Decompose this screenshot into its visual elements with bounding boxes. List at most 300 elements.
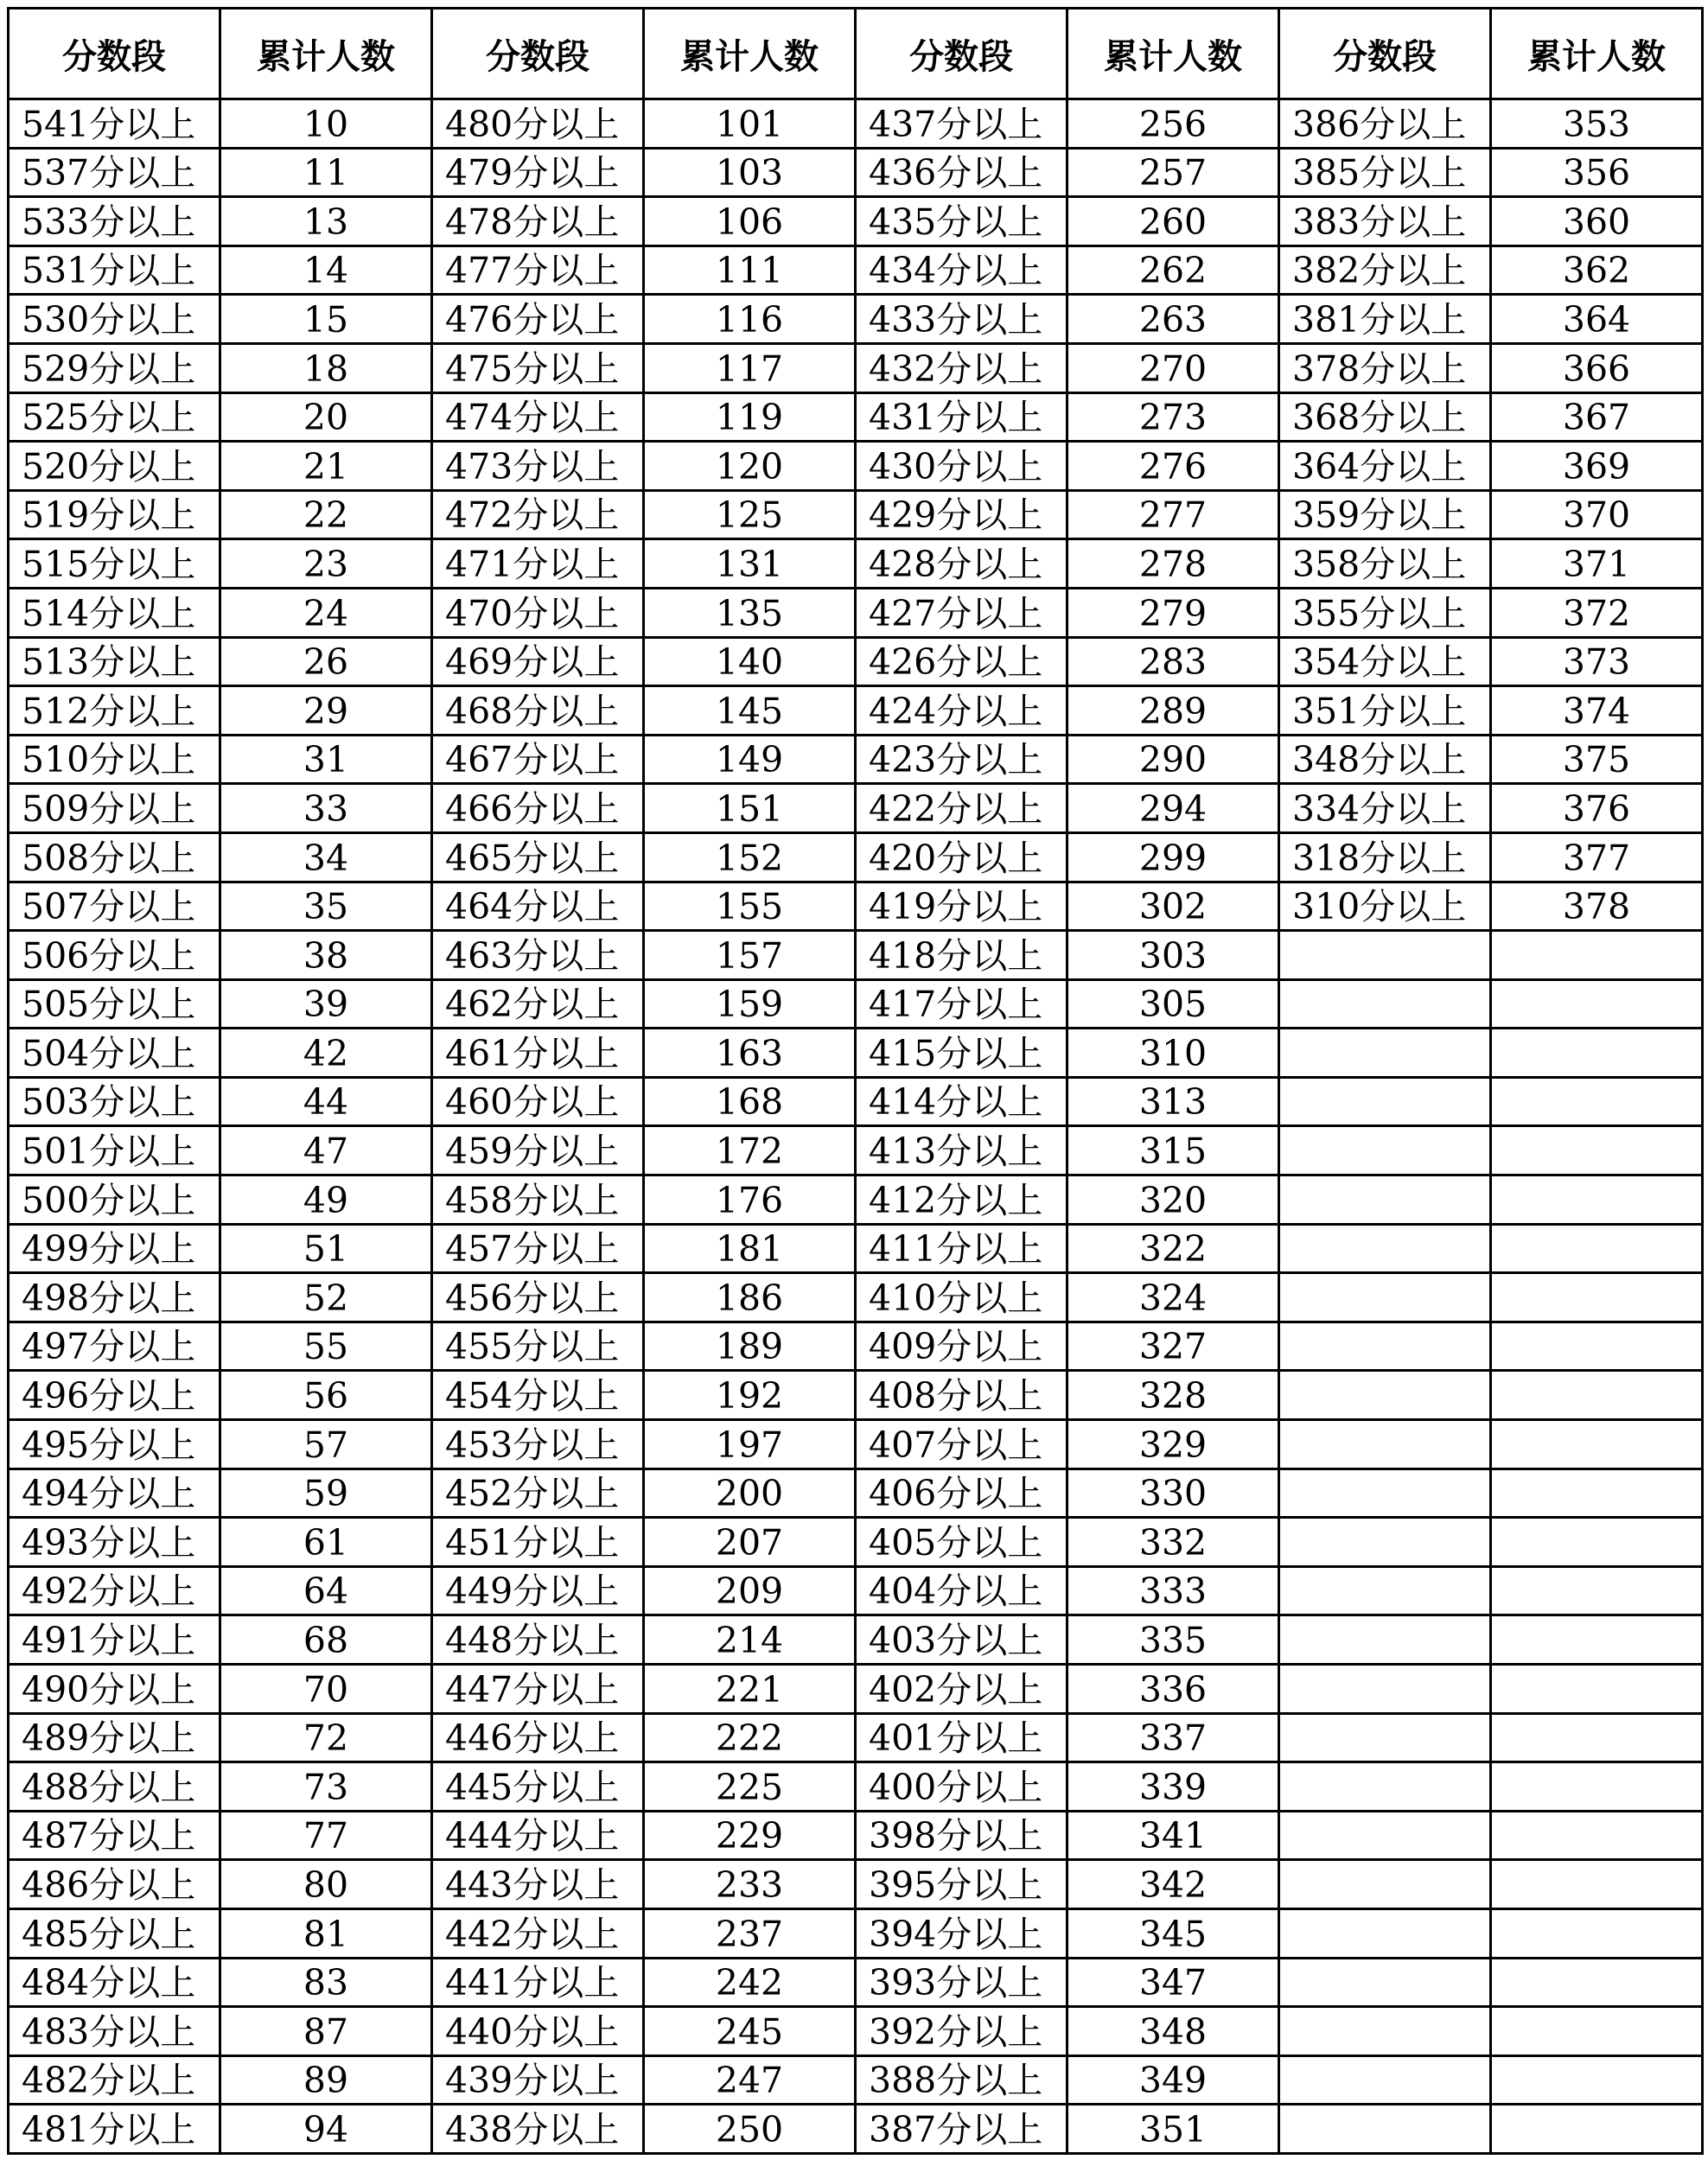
cumulative-count-cell: 322 (1068, 1224, 1279, 1273)
cumulative-count-cell (1491, 1029, 1703, 1078)
score-band-cell: 429分以上 (856, 490, 1068, 539)
score-band-cell: 520分以上 (9, 442, 220, 491)
score-band-cell: 382分以上 (1279, 245, 1491, 295)
cumulative-count-cell: 61 (220, 1518, 432, 1567)
score-band-cell: 394分以上 (856, 1908, 1068, 1958)
cumulative-count-cell (1491, 1762, 1703, 1812)
table-row (9, 882, 1703, 931)
table-row (9, 1665, 1703, 1714)
cumulative-count-cell (1491, 931, 1703, 980)
table-row (9, 1908, 1703, 1958)
cumulative-count-cell: 256 (1068, 99, 1279, 149)
score-band-cell: 443分以上 (432, 1860, 644, 1909)
header-score-band: 分数段 (856, 9, 1068, 99)
cumulative-count-cell: 364 (1491, 295, 1703, 344)
score-band-cell: 467分以上 (432, 735, 644, 784)
table-row (9, 588, 1703, 637)
score-band-cell: 445分以上 (432, 1762, 644, 1812)
score-band-cell: 485分以上 (9, 1908, 220, 1958)
cumulative-count-cell: 247 (644, 2055, 856, 2105)
cumulative-count-cell: 10 (220, 99, 432, 149)
score-band-cell: 413分以上 (856, 1126, 1068, 1175)
cumulative-count-cell: 56 (220, 1371, 432, 1420)
header-score-band: 分数段 (9, 9, 220, 99)
score-band-cell (1279, 1029, 1491, 1078)
score-band-cell: 506分以上 (9, 931, 220, 980)
cumulative-count-cell: 111 (644, 245, 856, 295)
score-band-cell: 437分以上 (856, 99, 1068, 149)
score-band-cell: 447分以上 (432, 1665, 644, 1714)
cumulative-count-cell: 207 (644, 1518, 856, 1567)
score-band-cell: 404分以上 (856, 1566, 1068, 1615)
score-band-cell: 439分以上 (432, 2055, 644, 2105)
score-band-cell: 364分以上 (1279, 442, 1491, 491)
table-row (9, 979, 1703, 1029)
score-band-cell: 501分以上 (9, 1126, 220, 1175)
table-row (9, 1713, 1703, 1762)
cumulative-count-cell: 21 (220, 442, 432, 491)
cumulative-count-cell: 172 (644, 1126, 856, 1175)
cumulative-count-cell (1491, 1615, 1703, 1665)
cumulative-count-cell: 26 (220, 637, 432, 686)
table-row (9, 2007, 1703, 2056)
table-row (9, 931, 1703, 980)
score-band-cell: 457分以上 (432, 1224, 644, 1273)
score-band-cell: 440分以上 (432, 2007, 644, 2056)
score-band-cell: 530分以上 (9, 295, 220, 344)
score-band-cell: 398分以上 (856, 1811, 1068, 1860)
table-row (9, 1468, 1703, 1518)
table-row (9, 784, 1703, 833)
cumulative-count-cell (1491, 1468, 1703, 1518)
cumulative-count-cell: 270 (1068, 343, 1279, 392)
score-band-cell: 525分以上 (9, 392, 220, 442)
score-band-cell: 461分以上 (432, 1029, 644, 1078)
cumulative-count-cell: 13 (220, 197, 432, 246)
cumulative-count-cell: 149 (644, 735, 856, 784)
cumulative-count-cell: 11 (220, 148, 432, 197)
cumulative-count-cell: 135 (644, 588, 856, 637)
score-band-cell: 451分以上 (432, 1518, 644, 1567)
score-band-cell: 453分以上 (432, 1420, 644, 1469)
score-band-cell: 498分以上 (9, 1273, 220, 1322)
cumulative-count-cell: 197 (644, 1420, 856, 1469)
table-row (9, 1762, 1703, 1812)
score-band-cell: 419分以上 (856, 882, 1068, 931)
score-band-cell: 512分以上 (9, 686, 220, 736)
score-band-cell: 434分以上 (856, 245, 1068, 295)
score-band-cell: 403分以上 (856, 1615, 1068, 1665)
score-band-cell: 446分以上 (432, 1713, 644, 1762)
score-band-cell: 491分以上 (9, 1615, 220, 1665)
score-band-cell: 355分以上 (1279, 588, 1491, 637)
cumulative-count-cell: 289 (1068, 686, 1279, 736)
cumulative-count-cell: 73 (220, 1762, 432, 1812)
cumulative-count-cell: 186 (644, 1273, 856, 1322)
cumulative-count-cell: 294 (1068, 784, 1279, 833)
score-band-cell (1279, 1175, 1491, 1225)
table-row (9, 295, 1703, 344)
cumulative-count-cell: 348 (1068, 2007, 1279, 2056)
score-band-cell: 427分以上 (856, 588, 1068, 637)
score-band-cell: 424分以上 (856, 686, 1068, 736)
table-row (9, 490, 1703, 539)
cumulative-count-cell (1491, 2105, 1703, 2154)
cumulative-count-cell: 371 (1491, 539, 1703, 589)
cumulative-count-cell: 23 (220, 539, 432, 589)
score-band-cell: 500分以上 (9, 1175, 220, 1225)
cumulative-count-cell: 324 (1068, 1273, 1279, 1322)
cumulative-count-cell: 257 (1068, 148, 1279, 197)
score-band-cell: 484分以上 (9, 1958, 220, 2007)
cumulative-count-cell: 151 (644, 784, 856, 833)
cumulative-count-cell: 68 (220, 1615, 432, 1665)
cumulative-count-cell: 369 (1491, 442, 1703, 491)
cumulative-count-cell: 313 (1068, 1077, 1279, 1126)
cumulative-count-cell: 35 (220, 882, 432, 931)
cumulative-count-cell: 119 (644, 392, 856, 442)
score-band-cell: 381分以上 (1279, 295, 1491, 344)
cumulative-count-cell: 152 (644, 832, 856, 882)
cumulative-count-cell: 103 (644, 148, 856, 197)
score-band-cell (1279, 1371, 1491, 1420)
score-band-cell: 476分以上 (432, 295, 644, 344)
score-band-cell (1279, 2055, 1491, 2105)
score-band-cell: 470分以上 (432, 588, 644, 637)
header-cumulative-count: 累计人数 (1068, 9, 1279, 99)
score-band-cell: 514分以上 (9, 588, 220, 637)
cumulative-count-cell: 376 (1491, 784, 1703, 833)
cumulative-count-cell: 327 (1068, 1322, 1279, 1371)
score-band-cell: 478分以上 (432, 197, 644, 246)
score-band-cell (1279, 931, 1491, 980)
table-row (9, 1029, 1703, 1078)
score-band-cell: 515分以上 (9, 539, 220, 589)
cumulative-count-cell: 367 (1491, 392, 1703, 442)
cumulative-count-cell: 277 (1068, 490, 1279, 539)
score-band-cell: 456分以上 (432, 1273, 644, 1322)
cumulative-count-cell: 377 (1491, 832, 1703, 882)
score-band-cell: 417分以上 (856, 979, 1068, 1029)
score-band-cell: 486分以上 (9, 1860, 220, 1909)
score-band-cell (1279, 2105, 1491, 2154)
cumulative-count-cell: 159 (644, 979, 856, 1029)
cumulative-count-cell: 290 (1068, 735, 1279, 784)
cumulative-count-cell: 94 (220, 2105, 432, 2154)
score-band-cell: 513分以上 (9, 637, 220, 686)
score-band-cell: 490分以上 (9, 1665, 220, 1714)
score-band-cell: 426分以上 (856, 637, 1068, 686)
cumulative-count-cell: 87 (220, 2007, 432, 2056)
score-band-cell: 383分以上 (1279, 197, 1491, 246)
score-band-cell: 420分以上 (856, 832, 1068, 882)
score-band-cell: 358分以上 (1279, 539, 1491, 589)
score-band-cell: 507分以上 (9, 882, 220, 931)
score-band-cell: 435分以上 (856, 197, 1068, 246)
score-band-cell (1279, 1615, 1491, 1665)
cumulative-count-cell: 222 (644, 1713, 856, 1762)
table-row (9, 1811, 1703, 1860)
table-row (9, 2055, 1703, 2105)
cumulative-count-cell: 233 (644, 1860, 856, 1909)
score-band-cell: 410分以上 (856, 1273, 1068, 1322)
cumulative-count-cell: 44 (220, 1077, 432, 1126)
cumulative-count-cell: 64 (220, 1566, 432, 1615)
score-band-cell: 480分以上 (432, 99, 644, 149)
score-band-cell: 385分以上 (1279, 148, 1491, 197)
cumulative-count-cell: 52 (220, 1273, 432, 1322)
score-band-cell: 479分以上 (432, 148, 644, 197)
table-row (9, 1615, 1703, 1665)
cumulative-count-cell: 299 (1068, 832, 1279, 882)
score-band-cell: 432分以上 (856, 343, 1068, 392)
table-row (9, 2105, 1703, 2154)
cumulative-count-cell: 189 (644, 1322, 856, 1371)
score-band-cell (1279, 1566, 1491, 1615)
score-band-cell (1279, 1077, 1491, 1126)
cumulative-count-cell: 51 (220, 1224, 432, 1273)
score-band-cell: 387分以上 (856, 2105, 1068, 2154)
score-band-cell (1279, 1713, 1491, 1762)
score-band-cell: 481分以上 (9, 2105, 220, 2154)
cumulative-count-cell (1491, 1860, 1703, 1909)
table-row (9, 245, 1703, 295)
cumulative-count-cell: 83 (220, 1958, 432, 2007)
score-band-cell: 508分以上 (9, 832, 220, 882)
score-band-cell (1279, 1420, 1491, 1469)
score-band-cell (1279, 1811, 1491, 1860)
table-row (9, 1371, 1703, 1420)
cumulative-count-cell: 263 (1068, 295, 1279, 344)
score-band-cell: 469分以上 (432, 637, 644, 686)
cumulative-count-cell: 72 (220, 1713, 432, 1762)
header-cumulative-count: 累计人数 (644, 9, 856, 99)
score-band-cell: 418分以上 (856, 931, 1068, 980)
score-band-cell (1279, 1860, 1491, 1909)
score-band-cell (1279, 1518, 1491, 1567)
cumulative-count-cell: 31 (220, 735, 432, 784)
score-band-cell: 472分以上 (432, 490, 644, 539)
cumulative-count-cell (1491, 1126, 1703, 1175)
table-row (9, 1860, 1703, 1909)
cumulative-count-cell: 120 (644, 442, 856, 491)
cumulative-count-cell: 360 (1491, 197, 1703, 246)
score-band-cell: 388分以上 (856, 2055, 1068, 2105)
cumulative-count-cell: 237 (644, 1908, 856, 1958)
score-band-cell: 402分以上 (856, 1665, 1068, 1714)
score-band-cell (1279, 1273, 1491, 1322)
cumulative-count-cell: 29 (220, 686, 432, 736)
table-row (9, 686, 1703, 736)
score-band-cell: 497分以上 (9, 1322, 220, 1371)
score-band-cell: 468分以上 (432, 686, 644, 736)
cumulative-count-cell: 342 (1068, 1860, 1279, 1909)
cumulative-count-cell: 140 (644, 637, 856, 686)
cumulative-count-cell (1491, 1273, 1703, 1322)
score-band-cell: 505分以上 (9, 979, 220, 1029)
cumulative-count-cell (1491, 2007, 1703, 2056)
cumulative-count-cell: 351 (1068, 2105, 1279, 2154)
score-band-cell: 503分以上 (9, 1077, 220, 1126)
table-row (9, 1518, 1703, 1567)
cumulative-count-cell: 106 (644, 197, 856, 246)
table-row (9, 1566, 1703, 1615)
cumulative-count-cell (1491, 1665, 1703, 1714)
cumulative-count-cell: 117 (644, 343, 856, 392)
cumulative-count-cell: 378 (1491, 882, 1703, 931)
cumulative-count-cell: 81 (220, 1908, 432, 1958)
score-band-cell: 368分以上 (1279, 392, 1491, 442)
cumulative-count-cell: 42 (220, 1029, 432, 1078)
cumulative-count-cell: 24 (220, 588, 432, 637)
score-band-cell (1279, 1322, 1491, 1371)
score-band-cell: 438分以上 (432, 2105, 644, 2154)
score-band-cell: 378分以上 (1279, 343, 1491, 392)
table-row (9, 735, 1703, 784)
table-row (9, 99, 1703, 149)
score-band-cell: 423分以上 (856, 735, 1068, 784)
table-row (9, 1126, 1703, 1175)
cumulative-count-cell: 14 (220, 245, 432, 295)
cumulative-count-cell: 145 (644, 686, 856, 736)
score-band-cell: 449分以上 (432, 1566, 644, 1615)
score-band-cell: 395分以上 (856, 1860, 1068, 1909)
cumulative-count-cell (1491, 1371, 1703, 1420)
score-band-cell: 400分以上 (856, 1762, 1068, 1812)
cumulative-count-cell: 278 (1068, 539, 1279, 589)
cumulative-count-cell: 262 (1068, 245, 1279, 295)
score-band-cell: 354分以上 (1279, 637, 1491, 686)
cumulative-count-cell: 49 (220, 1175, 432, 1225)
cumulative-count-cell: 229 (644, 1811, 856, 1860)
cumulative-count-cell: 22 (220, 490, 432, 539)
cumulative-count-cell (1491, 1077, 1703, 1126)
cumulative-count-cell: 305 (1068, 979, 1279, 1029)
score-band-cell: 483分以上 (9, 2007, 220, 2056)
score-band-cell: 334分以上 (1279, 784, 1491, 833)
cumulative-count-cell: 303 (1068, 931, 1279, 980)
score-band-cell: 533分以上 (9, 197, 220, 246)
score-band-cell: 459分以上 (432, 1126, 644, 1175)
cumulative-count-cell: 336 (1068, 1665, 1279, 1714)
score-band-cell: 414分以上 (856, 1077, 1068, 1126)
cumulative-count-cell: 273 (1068, 392, 1279, 442)
score-band-cell: 444分以上 (432, 1811, 644, 1860)
table-row (9, 1077, 1703, 1126)
table-row (9, 1224, 1703, 1273)
score-band-cell: 430分以上 (856, 442, 1068, 491)
score-band-cell: 493分以上 (9, 1518, 220, 1567)
cumulative-count-cell: 341 (1068, 1811, 1279, 1860)
cumulative-count-cell (1491, 1175, 1703, 1225)
table-row (9, 343, 1703, 392)
score-band-cell: 436分以上 (856, 148, 1068, 197)
cumulative-count-cell (1491, 1713, 1703, 1762)
cumulative-count-cell: 332 (1068, 1518, 1279, 1567)
score-band-cell: 442分以上 (432, 1908, 644, 1958)
score-band-cell: 519分以上 (9, 490, 220, 539)
cumulative-count-cell: 370 (1491, 490, 1703, 539)
score-band-cell: 482分以上 (9, 2055, 220, 2105)
score-band-cell: 466分以上 (432, 784, 644, 833)
cumulative-count-cell: 59 (220, 1468, 432, 1518)
score-band-cell: 460分以上 (432, 1077, 644, 1126)
score-band-cell: 318分以上 (1279, 832, 1491, 882)
score-band-cell (1279, 1468, 1491, 1518)
cumulative-count-cell: 335 (1068, 1615, 1279, 1665)
cumulative-count-cell: 333 (1068, 1566, 1279, 1615)
cumulative-count-cell: 315 (1068, 1126, 1279, 1175)
cumulative-count-cell (1491, 1518, 1703, 1567)
score-band-cell (1279, 1224, 1491, 1273)
cumulative-count-cell: 339 (1068, 1762, 1279, 1812)
score-band-cell (1279, 979, 1491, 1029)
cumulative-count-cell: 330 (1068, 1468, 1279, 1518)
cumulative-count-cell: 163 (644, 1029, 856, 1078)
score-band-cell (1279, 1762, 1491, 1812)
cumulative-count-cell: 356 (1491, 148, 1703, 197)
table-row (9, 148, 1703, 197)
cumulative-count-cell: 347 (1068, 1958, 1279, 2007)
cumulative-count-cell (1491, 1566, 1703, 1615)
cumulative-count-cell: 310 (1068, 1029, 1279, 1078)
cumulative-count-cell: 157 (644, 931, 856, 980)
score-band-cell: 401分以上 (856, 1713, 1068, 1762)
score-band-cell: 407分以上 (856, 1420, 1068, 1469)
score-band-cell: 529分以上 (9, 343, 220, 392)
cumulative-count-cell: 209 (644, 1566, 856, 1615)
cumulative-count-cell: 77 (220, 1811, 432, 1860)
score-band-cell: 477分以上 (432, 245, 644, 295)
score-band-cell: 406分以上 (856, 1468, 1068, 1518)
header-score-band: 分数段 (432, 9, 644, 99)
cumulative-count-cell: 374 (1491, 686, 1703, 736)
cumulative-count-cell: 373 (1491, 637, 1703, 686)
score-band-cell: 441分以上 (432, 1958, 644, 2007)
score-band-cell: 495分以上 (9, 1420, 220, 1469)
score-distribution-table (7, 7, 1704, 2155)
cumulative-count-cell: 283 (1068, 637, 1279, 686)
score-band-cell: 464分以上 (432, 882, 644, 931)
score-band-cell: 452分以上 (432, 1468, 644, 1518)
cumulative-count-cell: 320 (1068, 1175, 1279, 1225)
score-band-cell: 496分以上 (9, 1371, 220, 1420)
cumulative-count-cell: 345 (1068, 1908, 1279, 1958)
cumulative-count-cell (1491, 1420, 1703, 1469)
score-band-cell: 475分以上 (432, 343, 644, 392)
cumulative-count-cell: 362 (1491, 245, 1703, 295)
cumulative-count-cell: 55 (220, 1322, 432, 1371)
score-band-cell: 492分以上 (9, 1566, 220, 1615)
cumulative-count-cell: 302 (1068, 882, 1279, 931)
score-band-cell (1279, 1958, 1491, 2007)
cumulative-count-cell: 192 (644, 1371, 856, 1420)
score-band-cell: 408分以上 (856, 1371, 1068, 1420)
cumulative-count-cell: 131 (644, 539, 856, 589)
score-band-cell (1279, 1126, 1491, 1175)
cumulative-count-cell: 349 (1068, 2055, 1279, 2105)
score-band-cell: 393分以上 (856, 1958, 1068, 2007)
header-cumulative-count: 累计人数 (1491, 9, 1703, 99)
cumulative-count-cell: 372 (1491, 588, 1703, 637)
table-row (9, 832, 1703, 882)
cumulative-count-cell: 101 (644, 99, 856, 149)
score-band-cell: 405分以上 (856, 1518, 1068, 1567)
cumulative-count-cell: 57 (220, 1420, 432, 1469)
table-row (9, 1273, 1703, 1322)
cumulative-count-cell (1491, 979, 1703, 1029)
score-band-cell (1279, 2007, 1491, 2056)
